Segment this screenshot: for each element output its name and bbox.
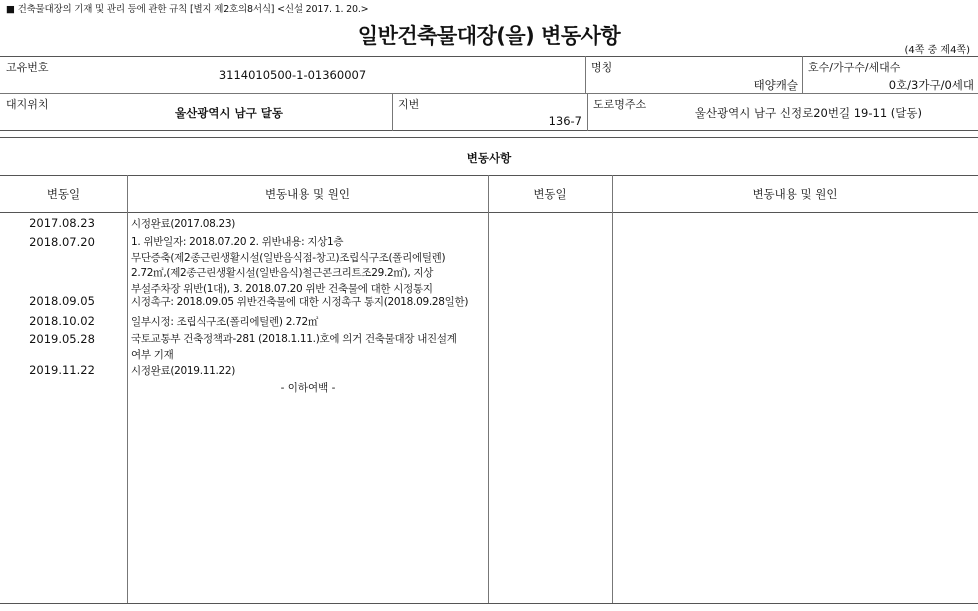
entry-line: 시정촉구: 2018.09.05 위반건축물에 대한 시정촉구 통지(2018.09.28일한): [131, 296, 469, 308]
header-top-border: [0, 56, 978, 57]
document-title: 일반건축물대장(을) 변동사항: [357, 24, 621, 48]
entry-description: [131, 295, 486, 311]
entry-line: 일부시정: 조립식구조(폴리에틸렌) 2.72㎡: [131, 316, 319, 328]
header-row-divider: [0, 93, 978, 94]
page-indicator: (4쪽 중 제4쪽): [904, 45, 970, 56]
entry-description: [131, 217, 486, 233]
table-divider-2: [488, 175, 489, 603]
entry-line: 여부 기재: [131, 348, 174, 361]
column-header-content-1: 변동내용 및 원인: [264, 187, 351, 201]
units-value: 0호/3가구/0세대: [888, 78, 974, 92]
road-address-value: 울산광역시 남구 신정로20번길 19-11 (달동): [694, 106, 922, 120]
entry-description: [131, 364, 486, 380]
entry-line: 부설주차장 위반(1대), 3. 2018.07.20 위반 건축물에 대한 시정통지: [131, 282, 433, 295]
entry-date: 2017.08.23: [29, 216, 95, 230]
entry-line: 시정완료(2017.08.23): [131, 218, 236, 230]
header-divider-name: [585, 56, 586, 94]
table-bottom-border: [0, 603, 978, 604]
entry-date: 2018.07.20: [29, 235, 95, 249]
entry-date: 2018.09.05: [29, 294, 95, 308]
end-of-entries-note: - 이하여백 -: [280, 382, 336, 394]
units-label: 호수/가구수/세대수: [808, 61, 901, 74]
entry-description: [131, 315, 486, 331]
column-header-date-1: 변동일: [46, 187, 81, 201]
entry-line: 무단증축(제2종근린생활시설(일반음식점-창고)조립식구조(폴리에틸렌): [131, 251, 446, 264]
entry-date: 2018.10.02: [29, 314, 95, 328]
table-divider-3: [612, 175, 613, 603]
name-label: 명칭: [591, 61, 613, 74]
header-bottom-border: [0, 130, 978, 131]
lot-value: 136-7: [548, 114, 582, 128]
entry-date: 2019.05.28: [29, 332, 95, 346]
name-value: 태양캐슬: [753, 78, 798, 92]
column-header-date-2: 변동일: [533, 187, 567, 201]
site-label: 대지위치: [6, 98, 49, 111]
entry-line: 1. 위반일자: 2018.07.20 2. 위반내용: 지상1층: [131, 236, 344, 248]
header-divider-road: [587, 93, 588, 131]
site-value: 울산광역시 남구 달동: [175, 106, 283, 120]
entry-line: 국토교통부 건축정책과-281 (2018.1.11.)호에 의거 건축물대장 내진설계: [131, 333, 457, 345]
column-header-content-2: 변동내용 및 원인: [752, 187, 838, 201]
entry-line: 시정완료(2019.11.22): [131, 365, 236, 377]
entry-line: 2.72㎡,(제2종근린생활시설(일반음식)철근콘크리트조29.2㎡), 지상: [131, 267, 434, 279]
unique-no-label: 고유번호: [6, 61, 49, 74]
section-top-border: [0, 137, 978, 138]
lot-label: 지번: [398, 98, 420, 111]
section-title: 변동사항: [466, 151, 512, 165]
entry-description: [131, 332, 486, 363]
table-header-bottom-border: [0, 212, 978, 213]
unique-no-value: 3114010500-1-01360007: [218, 68, 367, 82]
table-top-border: [0, 175, 978, 176]
road-address-label: 도로명주소: [593, 98, 647, 111]
entry-date: 2019.11.22: [29, 363, 95, 377]
entry-description: [131, 235, 486, 297]
header-divider-units: [802, 56, 803, 94]
form-reference-note: ■ 건축물대장의 기재 및 관리 등에 관한 규칙 [별지 제2호의8서식] <신설 2017. 1. 20.>: [6, 4, 369, 15]
